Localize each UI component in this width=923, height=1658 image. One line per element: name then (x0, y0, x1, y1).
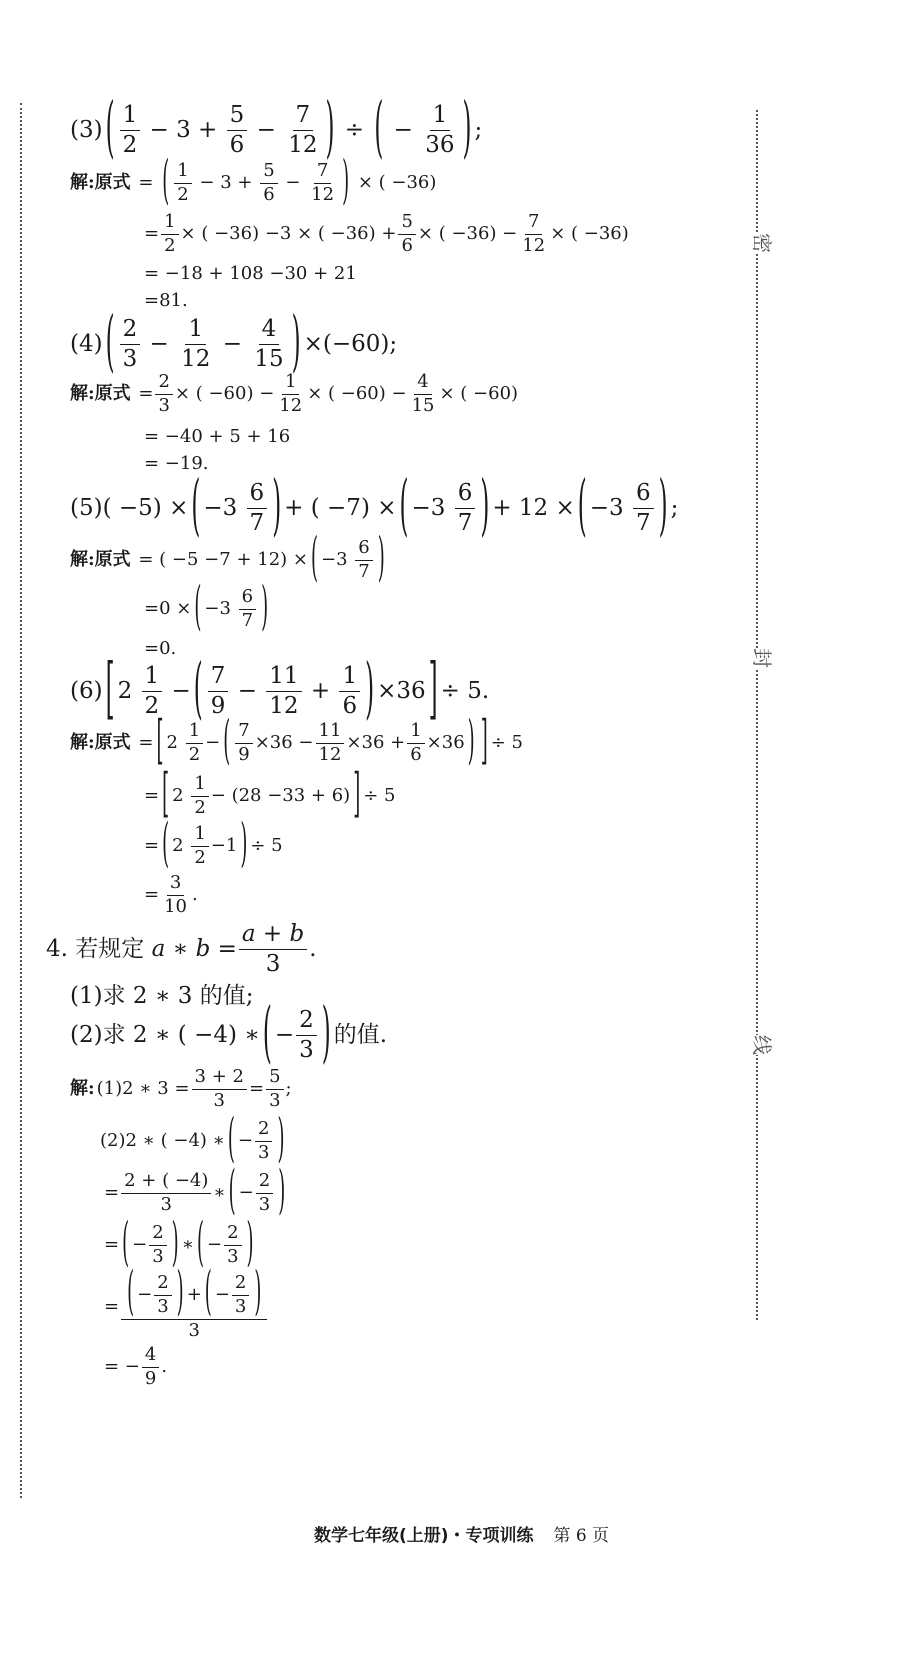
solution-q4-part2-line3: = ( − $\frac{2}{3}$ ) ∗ ( − $\frac{2}{3}$ ) (104, 1213, 254, 1274)
solution-q4-part2-line5: = − $\frac{4}{9}$ . (104, 1343, 168, 1389)
binding-char-seal: 密 (750, 233, 774, 253)
solution-3-line3: = −18 + 108 −30 + 21 (144, 263, 357, 284)
solution-4-line2: = −40 + 5 + 16 (144, 426, 291, 447)
problem-4-sub2: (2)求 2 ∗ ( −4) ∗ ( − $\frac{2}{3}$ ) 的值. (70, 995, 388, 1072)
page-footer (0, 1521, 923, 1546)
solution-6-line1: 解:原式 = [ 2 $\frac{1}{2}$ − ( $\frac{7}{9}$ ×36 − $\frac{11}{12}$ ×36 + $\frac{1}{6}$ ×36 ) ] ÷ 5 (70, 711, 523, 772)
binding-char-seal2: 封 (750, 648, 774, 668)
solution-6-line3: = ( 2 $\frac{1}{2}$ −1 ) ÷ 5 (144, 814, 283, 875)
solution-q4-part2-line4: = ( − $\frac{2}{3}$ ) + ( − $\frac{2}{3}$ ) 3 (104, 1272, 269, 1342)
footer-page-number: 第 6 页 (553, 1526, 610, 1546)
solution-q4-part1: 解: (1)2 ∗ 3 = $\frac{3 + 2}{3}$ = $\frac{5}{3}$ ; (70, 1065, 292, 1111)
solution-4-line3: = −19. (144, 453, 209, 474)
solution-6-line2: = [ 2 $\frac{1}{2}$ − (28 −33 + 6) ] ÷ 5 (144, 764, 396, 825)
problem-4-definition: 4. 若规定 a ∗ b = $\frac{a + b}{3}$ . (46, 921, 317, 977)
solution-5-line3: =0. (144, 638, 177, 659)
problem-3: (3) ( $\frac{1}{2}$ − 3 + $\frac{5}{6}$ − $\frac{7}{12}$ ) ÷ ( − $\frac{1}{36}$ ) ; (70, 90, 483, 167)
solution-q4-part2-line1: (2)2 ∗ ( −4) ∗ ( − $\frac{2}{3}$ ) (100, 1109, 285, 1170)
problem-4: (4) ( $\frac{2}{3}$ − $\frac{1}{12}$ − $\frac{4}{15}$ ) ×(−60); (70, 304, 398, 381)
solution-3-line1: 解:原式 = ( $\frac{1}{2}$ − 3 + $\frac{5}{6}$ − $\frac{7}{12}$ ) × ( −36) (70, 151, 437, 212)
solution-4-line1: 解:原式 = $\frac{2}{3}$ × ( −60) − $\frac{1}{12}$ × ( −60) − $\frac{4}{15}$ × ( −60) (70, 370, 519, 416)
solution-5-line2: =0 × ( −3 $\frac{6}{7}$ ) (144, 577, 269, 638)
solution-5-line1: 解:原式 = ( −5 −7 + 12) × ( −3 $\frac{6}{7}$ ) (70, 528, 385, 589)
problem-4-sub1: (1)求 2 ∗ 3 的值; (70, 982, 254, 1009)
solution-q4-part2-line2: = $\frac{2 + ( -4)}{3}$ ∗ ( − $\frac{2}{3}$ ) (104, 1161, 286, 1222)
solution-3-line4: =81. (144, 290, 188, 311)
problem-label: (3) (70, 116, 103, 143)
solution-6-line4: = $\frac{3}{10}$ . (144, 871, 198, 917)
solution-3-line2: = $\frac{1}{2}$ × ( −36) −3 × ( −36) + $\frac{5}{6}$ × ( −36) − $\frac{7}{12}$ × ( −36) (144, 210, 629, 256)
right-binding-dotted-line (756, 110, 758, 1320)
problem-5: (5) ( −5) × ( −3 $\frac{6}{7}$ ) + ( −7) × ( −3 $\frac{6}{7}$ ) + 12 × ( −3 $\frac{6}{7}$ ) ; (70, 468, 679, 545)
problem-6: (6) [ 2 $\frac{1}{2}$ − ( $\frac{7}{9}$ − $\frac{11}{12}$ + $\frac{1}{6}$ ) ×36 ] ÷ 5. (70, 651, 490, 728)
left-binding-dotted-line (20, 103, 22, 1498)
footer-book-title: 数学七年级(上册)・专项训练 (313, 1526, 534, 1546)
binding-char-line: 线 (750, 1035, 774, 1055)
